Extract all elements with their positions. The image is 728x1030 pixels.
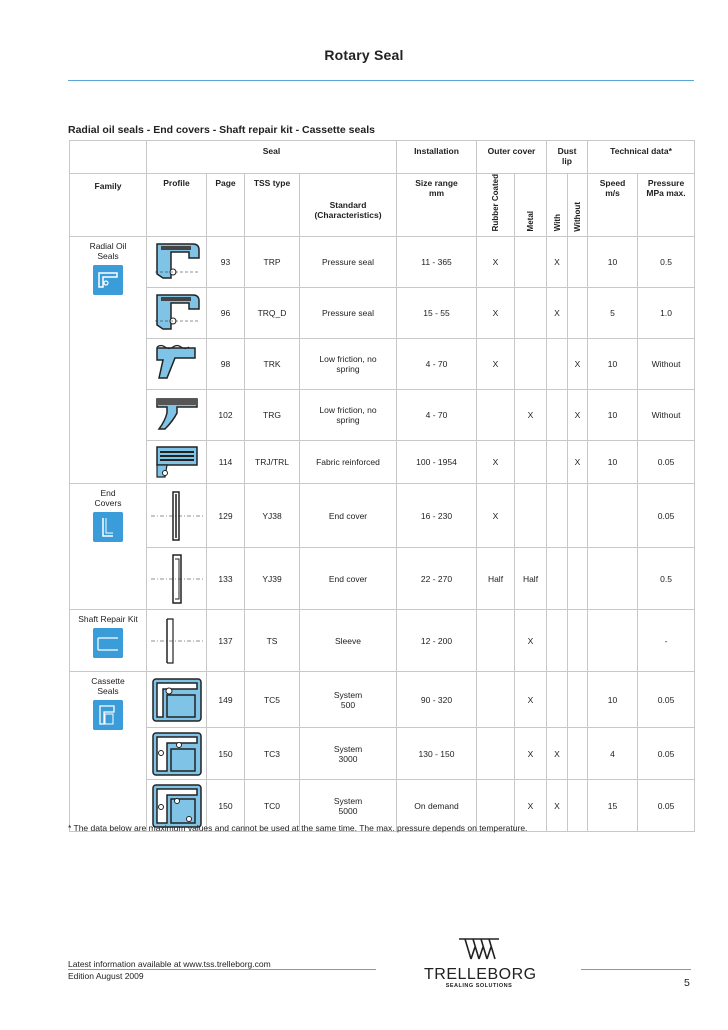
trq-d-profile-icon [151,291,203,335]
pressure-cell: 0.05 [638,441,695,484]
with-cell [547,390,568,441]
pressure-cell: Without [638,339,695,390]
standard-cell: Low friction, no spring [300,339,397,390]
with-cell: X [547,288,568,339]
standard-cell: Fabric reinforced [300,441,397,484]
rubber-coated-cell: X [477,441,515,484]
speed-cell: 5 [588,288,638,339]
standard-cell: Pressure seal [300,237,397,288]
footer-divider-left [68,969,376,970]
without-cell [568,672,588,728]
speed-cell: 10 [588,441,638,484]
profile-cell [147,548,207,610]
header-profile: Profile [147,174,207,237]
header-speed: Speed m/s [588,174,638,237]
family-cell-end-covers [70,484,147,610]
header-page: Page [207,174,245,237]
metal-cell [515,237,547,288]
table-row [70,339,695,390]
header-technical-data: Technical data* [588,141,695,174]
table-row [70,548,695,610]
standard-cell: Low friction, no spring [300,390,397,441]
profile-cell [147,339,207,390]
header-divider [68,80,694,81]
standard-cell: End cover [300,548,397,610]
header-with: With [547,174,568,237]
size-range-cell: 90 - 320 [397,672,477,728]
metal-cell: X [515,780,547,832]
tss-type-cell: YJ39 [245,548,300,610]
table-row [70,441,695,484]
metal-cell: X [515,610,547,672]
ts-sleeve-profile-icon [149,613,205,669]
metal-cell [515,288,547,339]
size-range-cell: 11 - 365 [397,237,477,288]
metal-cell [515,339,547,390]
table-row [70,672,695,728]
pressure-cell: 0.05 [638,728,695,780]
size-range-cell: 4 - 70 [397,339,477,390]
page-cell: 150 [207,728,245,780]
size-range-cell: 100 - 1954 [397,441,477,484]
tss-type-cell: TC3 [245,728,300,780]
tc5-profile-icon [149,675,205,725]
with-cell [547,339,568,390]
trelleborg-logo-mark-icon [457,937,501,961]
trg-profile-icon [151,393,203,437]
header-seal: Seal [147,141,397,174]
pressure-cell: 0.05 [638,672,695,728]
header-without: Without [568,174,588,237]
page-cell: 133 [207,548,245,610]
speed-cell: 10 [588,672,638,728]
speed-cell: 10 [588,390,638,441]
size-range-cell: 130 - 150 [397,728,477,780]
profile-cell [147,610,207,672]
header-dust-lip: Dust lip [547,141,588,174]
rubber-coated-cell [477,610,515,672]
header-rubber-coated: Rubber Coated [477,174,515,237]
page-cell: 149 [207,672,245,728]
metal-cell: X [515,390,547,441]
rubber-coated-cell: X [477,288,515,339]
table-row [70,390,695,441]
without-cell [568,610,588,672]
header-tss-type: TSS type [245,174,300,237]
profile-cell [147,728,207,780]
family-label: Shaft Repair Kit [78,614,138,625]
profile-cell [147,484,207,548]
speed-cell: 4 [588,728,638,780]
section-title: Radial oil seals - End covers - Shaft repair kit - Cassette seals [68,124,375,136]
pressure-cell: 0.5 [638,548,695,610]
without-cell [568,728,588,780]
table-row [70,237,695,288]
header-family: Family [70,174,147,237]
table-row [70,484,695,548]
pressure-cell: 0.5 [638,237,695,288]
without-cell [568,237,588,288]
header-standard: Standard (Characteristics) [300,174,397,237]
size-range-cell: 16 - 230 [397,484,477,548]
pressure-cell: 1.0 [638,288,695,339]
trk-profile-icon [151,342,203,386]
speed-cell [588,484,638,548]
table-row [70,610,695,672]
size-range-cell: 15 - 55 [397,288,477,339]
with-cell [547,610,568,672]
speed-cell: 15 [588,780,638,832]
tss-type-cell: TRP [245,237,300,288]
without-cell: X [568,390,588,441]
page-cell: 96 [207,288,245,339]
tss-type-cell: TC5 [245,672,300,728]
trj-trl-profile-icon [151,443,203,481]
profile-cell [147,390,207,441]
header-metal: Metal [515,174,547,237]
page-cell: 129 [207,484,245,548]
size-range-cell: 12 - 200 [397,610,477,672]
pressure-cell: 0.05 [638,484,695,548]
header-pressure: Pressure MPa max. [638,174,695,237]
pressure-cell: Without [638,390,695,441]
cassette-seal-icon [93,700,123,730]
tss-type-cell: YJ38 [245,484,300,548]
family-label: End Covers [94,488,122,509]
with-cell: X [547,237,568,288]
logo-subtitle: SEALING SOLUTIONS [445,983,513,989]
with-cell [547,548,568,610]
with-cell [547,441,568,484]
tss-type-cell: TC0 [245,780,300,832]
with-cell: X [547,780,568,832]
size-range-cell: On demand [397,780,477,832]
page-cell: 93 [207,237,245,288]
speed-cell [588,610,638,672]
page-cell: 150 [207,780,245,832]
family-cell-cassette-seals [70,672,147,832]
footer-divider-right [581,969,691,970]
rubber-coated-cell [477,672,515,728]
metal-cell: X [515,672,547,728]
tc3-profile-icon [149,729,205,779]
size-range-cell: 22 - 270 [397,548,477,610]
page-number: 5 [684,977,690,989]
without-cell [568,780,588,832]
tss-type-cell: TS [245,610,300,672]
rubber-coated-cell [477,728,515,780]
page-cell: 102 [207,390,245,441]
rubber-coated-cell: X [477,237,515,288]
metal-cell: Half [515,548,547,610]
header-outer-cover: Outer cover [477,141,547,174]
without-cell: X [568,339,588,390]
family-label: Cassette Seals [91,676,125,697]
standard-cell: System 500 [300,672,397,728]
metal-cell [515,441,547,484]
with-cell: X [547,728,568,780]
with-cell [547,672,568,728]
rubber-coated-cell: X [477,339,515,390]
standard-cell: Sleeve [300,610,397,672]
seal-table [69,140,695,832]
pressure-cell: - [638,610,695,672]
size-range-cell: 4 - 70 [397,390,477,441]
rubber-coated-cell [477,390,515,441]
footnote: * The data below are maximum values and cannot be used at the same time. The max. pressure depends on temperature. [68,823,528,833]
rubber-coated-cell: Half [477,548,515,610]
speed-cell: 10 [588,339,638,390]
page-cell: 137 [207,610,245,672]
family-label: Radial Oil Seals [89,241,127,262]
footer-website-note: Latest information available at www.tss.trelleborg.com [68,959,271,969]
speed-cell: 10 [588,237,638,288]
family-cell-radial-oil-seals [70,237,147,484]
page-cell: 114 [207,441,245,484]
pressure-cell: 0.05 [638,780,695,832]
without-cell [568,548,588,610]
logo-wordmark: TRELLEBORG [424,966,537,983]
page-cell: 98 [207,339,245,390]
header-installation: Installation [397,141,477,174]
standard-cell: Pressure seal [300,288,397,339]
profile-cell [147,672,207,728]
tss-type-cell: TRK [245,339,300,390]
header-blank [70,141,147,174]
standard-cell: End cover [300,484,397,548]
page-title: Rotary Seal [324,47,404,63]
profile-cell [147,441,207,484]
trelleborg-logo [424,937,537,989]
profile-cell [147,288,207,339]
standard-cell: System 5000 [300,780,397,832]
with-cell [547,484,568,548]
without-cell [568,288,588,339]
table-row [70,728,695,780]
metal-cell: X [515,728,547,780]
without-cell [568,484,588,548]
footer-edition: Edition August 2009 [68,971,144,981]
speed-cell [588,548,638,610]
without-cell: X [568,441,588,484]
metal-cell [515,484,547,548]
tss-type-cell: TRJ/TRL [245,441,300,484]
rubber-coated-cell: X [477,484,515,548]
shaft-repair-kit-icon [93,628,123,658]
tss-type-cell: TRG [245,390,300,441]
table-row [70,288,695,339]
trp-profile-icon [151,240,203,284]
yj39-profile-icon [149,551,205,607]
yj38-profile-icon [149,488,205,544]
profile-cell [147,237,207,288]
tss-type-cell: TRQ_D [245,288,300,339]
radial-oil-seal-icon [93,265,123,295]
family-cell-shaft-repair-kit [70,610,147,672]
header-size-range: Size range mm [397,174,477,237]
standard-cell: System 3000 [300,728,397,780]
end-cover-icon [93,512,123,542]
